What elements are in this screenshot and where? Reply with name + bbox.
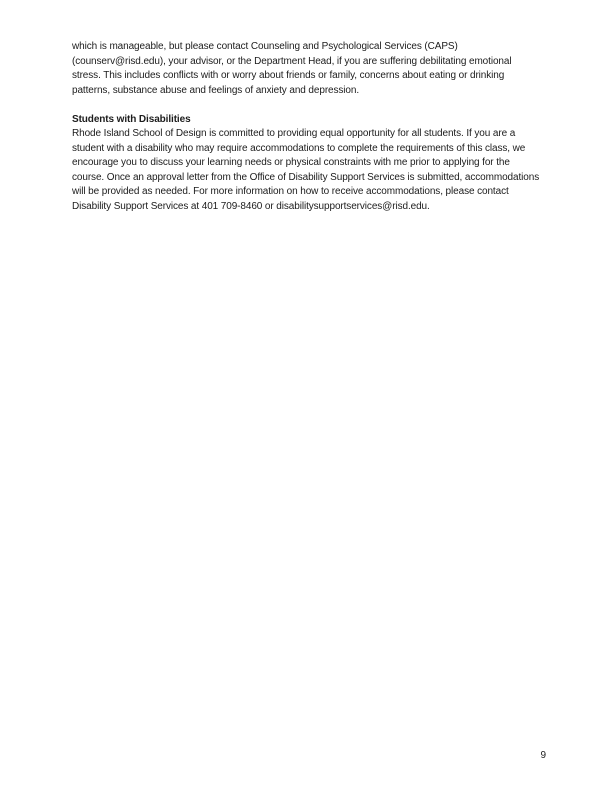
students-with-disabilities-heading: Students with Disabilities <box>72 113 191 125</box>
page-number: 9 <box>540 750 546 761</box>
disabilities-accommodations-paragraph: Rhode Island School of Design is committed to providing equal opportunity for all students. If you are a student with a disability who may require accommodations to complete the requirements of this class, we encourage you to discuss your learning needs or physical constraints with me prior to applying for the course. Once an approval letter from the Office of Disability Support Services is submitted, accommodations will be provided as needed. For more information on how to receive accommodations, please contact Disability Support Services at 401 709-8460 or disabilitysupportservices@risd.edu. <box>72 128 540 213</box>
caps-support-paragraph: which is manageable, but please contact Counseling and Psychological Services (CAPS) (counserv@risd.edu), your advisor, or the Department Head, if you are suffering debilitating emotional stress. This includes conflicts with or worry about friends or family, concerns about eating or drinking patterns, substance abuse and feelings of anxiety and depression. <box>72 41 512 96</box>
page-body-text <box>72 40 542 215</box>
